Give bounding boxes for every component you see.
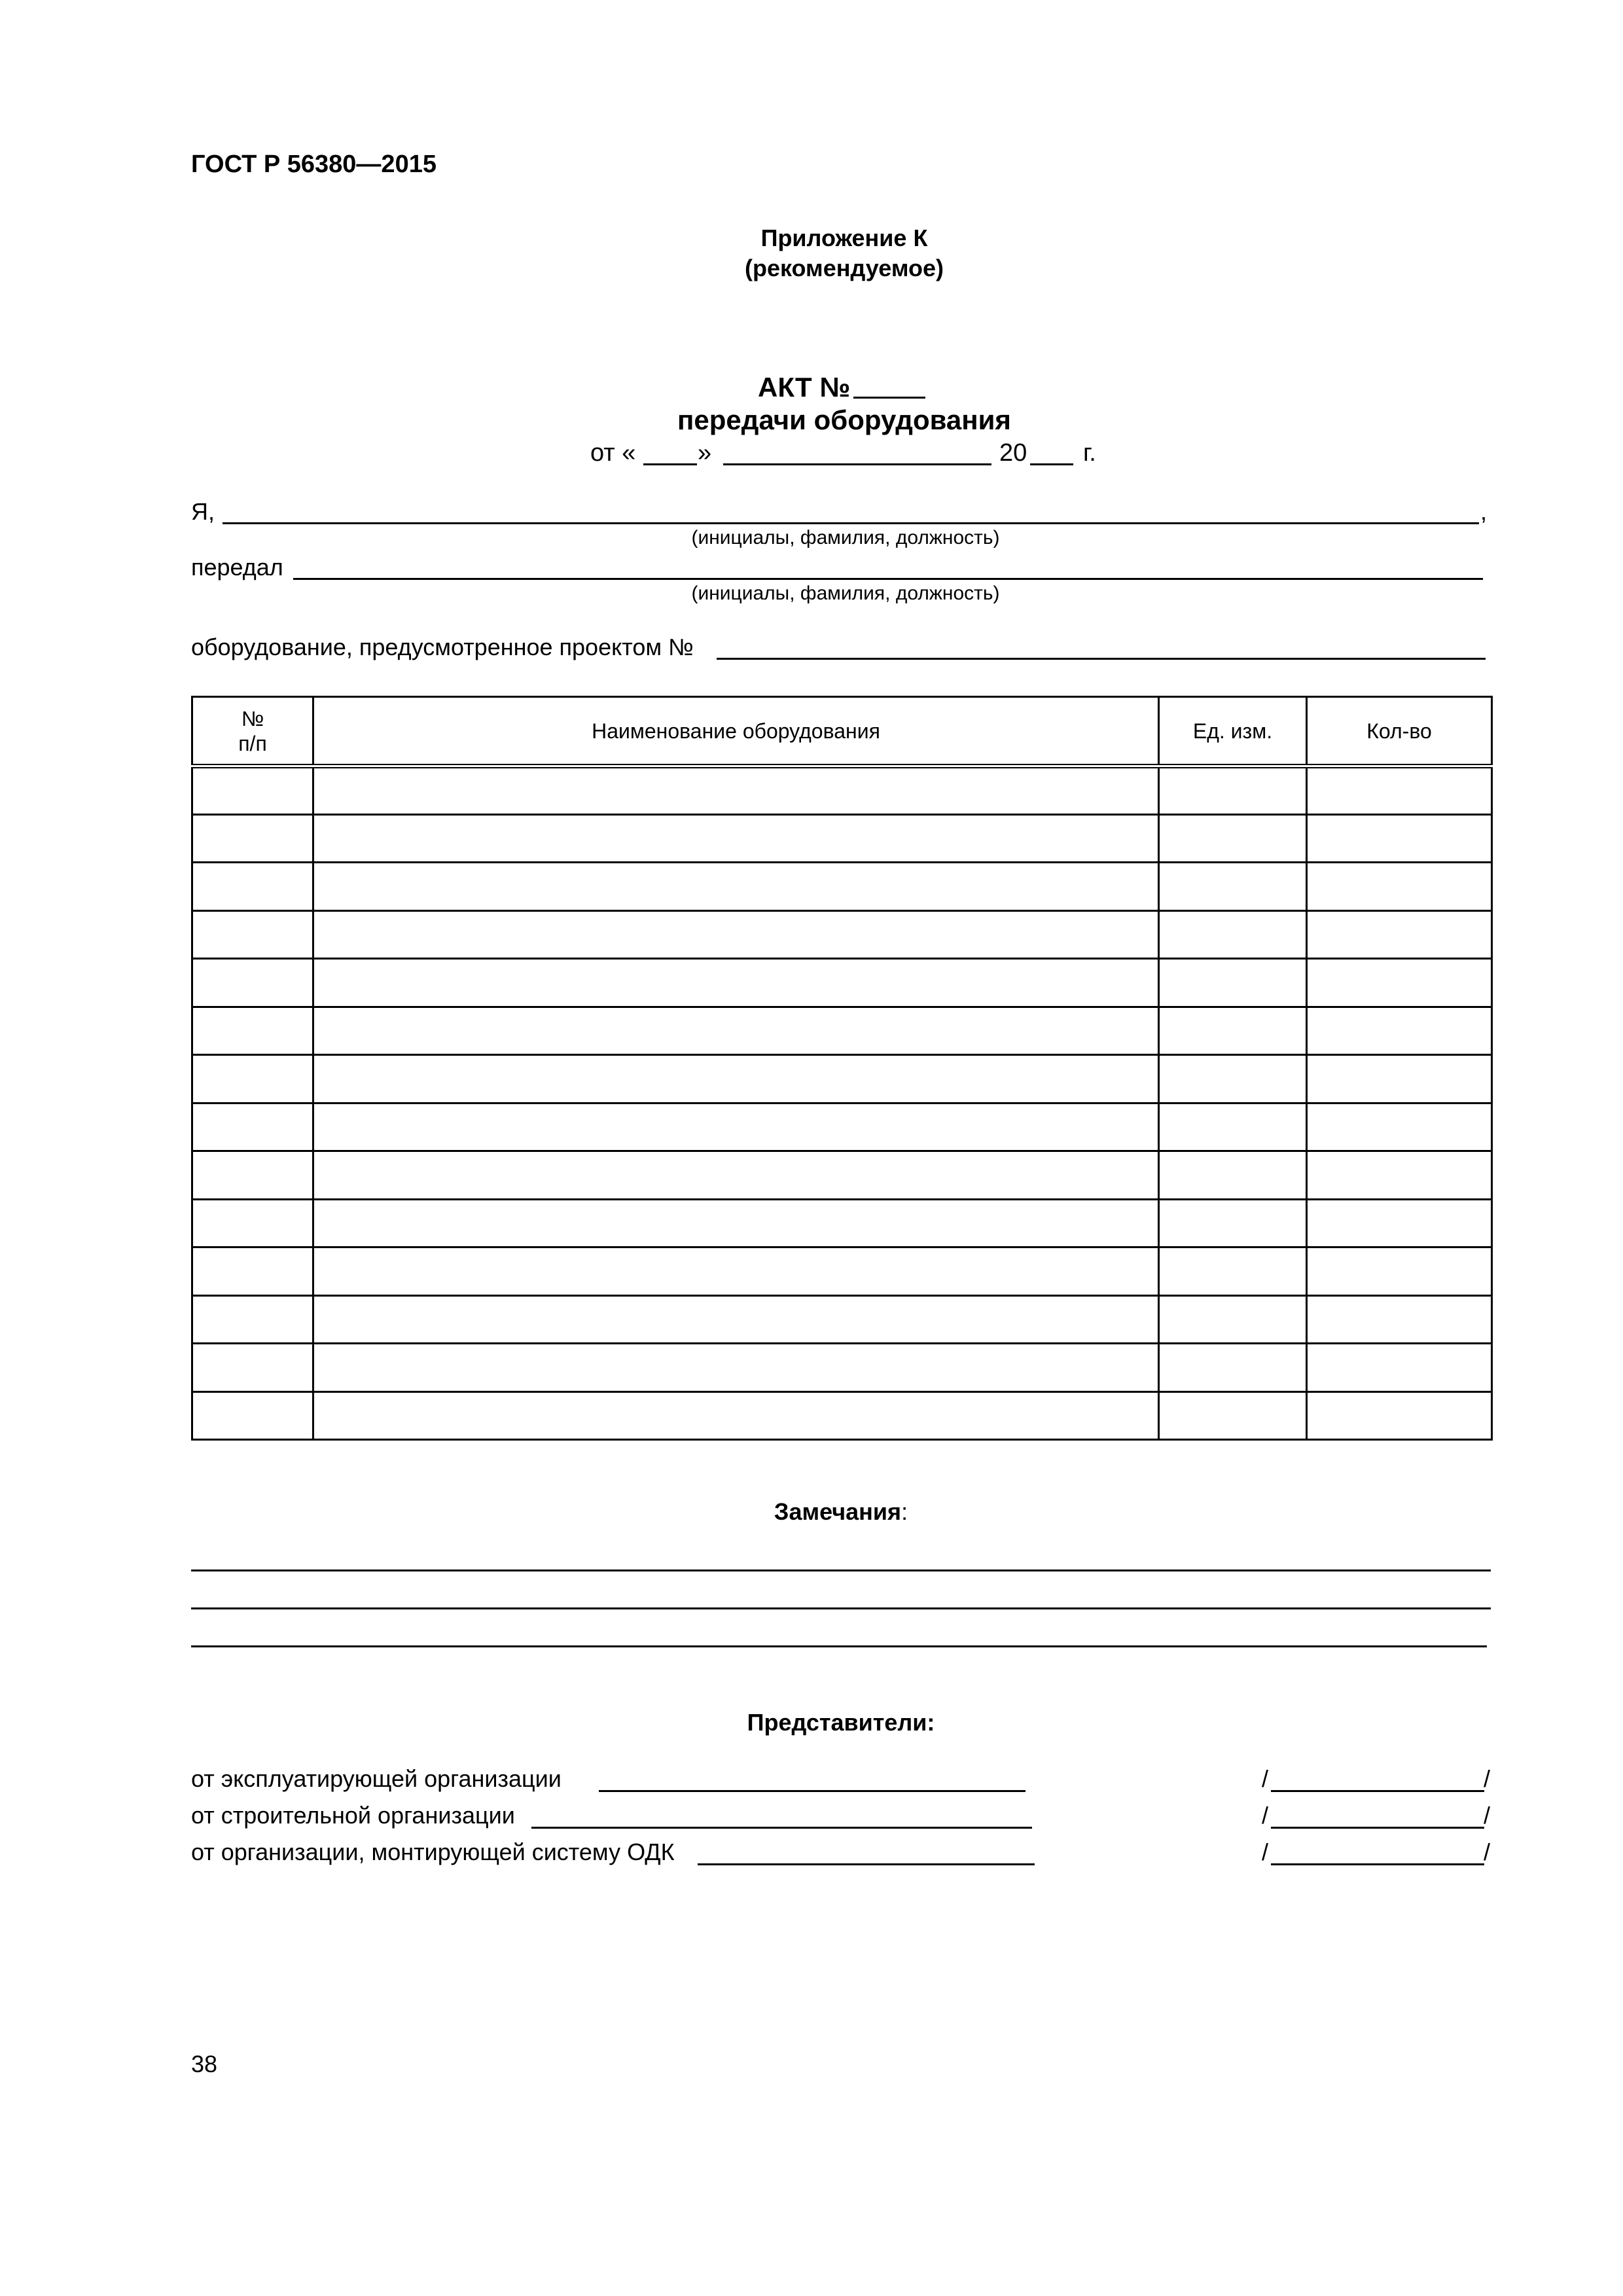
- col-header-unit: Ед. изм.: [1159, 697, 1307, 766]
- cell-qty[interactable]: [1307, 1391, 1492, 1440]
- cell-number[interactable]: [192, 1103, 313, 1151]
- remarks-line-2[interactable]: [191, 1607, 1491, 1609]
- year-suffix: г.: [1083, 439, 1096, 467]
- cell-name[interactable]: [313, 959, 1159, 1007]
- cell-qty[interactable]: [1307, 766, 1492, 815]
- cell-qty[interactable]: [1307, 863, 1492, 911]
- date-prefix: от «: [590, 439, 636, 467]
- date-mid: »: [698, 439, 712, 467]
- project-number-line[interactable]: [717, 658, 1486, 660]
- i-name-line[interactable]: [223, 522, 1479, 524]
- col-header-name: Наименование оборудования: [313, 697, 1159, 766]
- cell-unit[interactable]: [1159, 766, 1307, 815]
- cell-qty[interactable]: [1307, 959, 1492, 1007]
- rep-row-3-signature-line[interactable]: [1271, 1863, 1484, 1865]
- cell-name[interactable]: [313, 863, 1159, 911]
- cell-number[interactable]: [192, 814, 313, 863]
- rep-row-1-slash-left: /: [1262, 1765, 1269, 1792]
- rep-row-1-signature-line[interactable]: [1271, 1790, 1484, 1792]
- col-header-number: [192, 697, 313, 766]
- cell-name[interactable]: [313, 910, 1159, 959]
- rep-row-3-slash-right: /: [1484, 1839, 1491, 1865]
- table-row: [192, 814, 1492, 863]
- cell-number[interactable]: [192, 1055, 313, 1103]
- rep-row-3-slash-left: /: [1262, 1839, 1269, 1865]
- act-number-line: [853, 397, 925, 399]
- cell-unit[interactable]: [1159, 1247, 1307, 1296]
- rep-row-1-label: от эксплуатирующей организации: [191, 1765, 562, 1792]
- year-line: [1030, 463, 1073, 465]
- cell-unit[interactable]: [1159, 959, 1307, 1007]
- hint-initials-1: (инициалы, фамилия, должность): [691, 527, 1000, 548]
- cell-number[interactable]: [192, 959, 313, 1007]
- cell-unit[interactable]: [1159, 1055, 1307, 1103]
- remarks-heading: [191, 1498, 1491, 1526]
- table-row: [192, 959, 1492, 1007]
- col-header-qty: Кол-во: [1307, 697, 1492, 766]
- rep-row-2-line[interactable]: [531, 1827, 1032, 1829]
- cell-unit[interactable]: [1159, 1344, 1307, 1392]
- cell-number[interactable]: [192, 1151, 313, 1200]
- table-row: [192, 1007, 1492, 1055]
- cell-name[interactable]: [313, 1055, 1159, 1103]
- i-comma: ,: [1480, 498, 1488, 525]
- cell-name[interactable]: [313, 814, 1159, 863]
- table-row: [192, 1247, 1492, 1296]
- rep-row-1-slash-right: /: [1484, 1765, 1491, 1792]
- table-row: [192, 910, 1492, 959]
- table-row: [192, 863, 1492, 911]
- rep-row-1-line[interactable]: [599, 1790, 1026, 1792]
- cell-name[interactable]: [313, 1151, 1159, 1200]
- cell-qty[interactable]: [1307, 910, 1492, 959]
- cell-qty[interactable]: [1307, 1247, 1492, 1296]
- cell-number[interactable]: [192, 863, 313, 911]
- page-number: 38: [191, 2051, 218, 2077]
- cell-name[interactable]: [313, 1391, 1159, 1440]
- remarks-line-1[interactable]: [191, 1570, 1491, 1571]
- cell-unit[interactable]: [1159, 814, 1307, 863]
- transferred-label: передал: [191, 554, 283, 581]
- rep-row-2-label: от строительной организации: [191, 1802, 515, 1829]
- equipment-table: [191, 696, 1493, 1441]
- cell-name[interactable]: [313, 1007, 1159, 1055]
- standard-code: ГОСТ Р 56380—2015: [191, 151, 437, 178]
- cell-unit[interactable]: [1159, 1007, 1307, 1055]
- cell-unit[interactable]: [1159, 1103, 1307, 1151]
- cell-number[interactable]: [192, 766, 313, 815]
- rep-row-3-label: от организации, монтирующей систему ОДК: [191, 1839, 675, 1865]
- cell-unit[interactable]: [1159, 910, 1307, 959]
- table-row: [192, 1391, 1492, 1440]
- i-label: Я,: [191, 498, 215, 525]
- cell-number[interactable]: [192, 1007, 313, 1055]
- cell-number[interactable]: [192, 1295, 313, 1344]
- day-line: [643, 463, 697, 465]
- remarks-line-3[interactable]: [191, 1645, 1487, 1647]
- cell-name[interactable]: [313, 1247, 1159, 1296]
- remarks-colon: :: [901, 1498, 908, 1525]
- cell-number[interactable]: [192, 1199, 313, 1247]
- cell-unit[interactable]: [1159, 1199, 1307, 1247]
- table-row: [192, 1295, 1492, 1344]
- cell-unit[interactable]: [1159, 1391, 1307, 1440]
- year-prefix: 20: [999, 439, 1027, 467]
- cell-number[interactable]: [192, 910, 313, 959]
- cell-qty[interactable]: [1307, 1199, 1492, 1247]
- rep-row-2-signature-line[interactable]: [1271, 1827, 1484, 1829]
- cell-number[interactable]: [192, 1344, 313, 1392]
- cell-qty[interactable]: [1307, 814, 1492, 863]
- col-number-label: № п/п: [238, 706, 267, 755]
- cell-qty[interactable]: [1307, 1295, 1492, 1344]
- cell-name[interactable]: [313, 1103, 1159, 1151]
- appendix-subtitle: (рекомендуемое): [745, 255, 944, 281]
- cell-qty[interactable]: [1307, 1007, 1492, 1055]
- cell-number[interactable]: [192, 1247, 313, 1296]
- equipment-label: оборудование, предусмотренное проектом №: [191, 634, 694, 660]
- remarks-label: Замечания: [774, 1498, 902, 1525]
- rep-row-3-line[interactable]: [698, 1863, 1035, 1865]
- rep-row-2-slash-right: /: [1484, 1802, 1491, 1829]
- act-number-label: АКТ №: [758, 372, 851, 403]
- cell-qty[interactable]: [1307, 1344, 1492, 1392]
- cell-name[interactable]: [313, 1199, 1159, 1247]
- cell-name[interactable]: [313, 1344, 1159, 1392]
- table-header-row: [192, 697, 1492, 766]
- cell-qty[interactable]: [1307, 1103, 1492, 1151]
- month-line: [723, 463, 991, 465]
- cell-unit[interactable]: [1159, 1151, 1307, 1200]
- table-row: [192, 1103, 1492, 1151]
- table-row: [192, 1151, 1492, 1200]
- cell-name[interactable]: [313, 766, 1159, 815]
- rep-row-2-slash-left: /: [1262, 1802, 1269, 1829]
- cell-number[interactable]: [192, 1391, 313, 1440]
- representatives-heading: Представители:: [747, 1709, 935, 1736]
- cell-unit[interactable]: [1159, 863, 1307, 911]
- cell-qty[interactable]: [1307, 1055, 1492, 1103]
- cell-name[interactable]: [313, 1295, 1159, 1344]
- cell-qty[interactable]: [1307, 1151, 1492, 1200]
- transferred-name-line[interactable]: [293, 578, 1483, 580]
- table-row: [192, 766, 1492, 815]
- act-title: передачи оборудования: [677, 404, 1011, 435]
- table-row: [192, 1055, 1492, 1103]
- table-row: [192, 1344, 1492, 1392]
- hint-initials-2: (инициалы, фамилия, должность): [691, 583, 1000, 604]
- cell-unit[interactable]: [1159, 1295, 1307, 1344]
- table-row: [192, 1199, 1492, 1247]
- appendix-title: Приложение К: [760, 224, 928, 251]
